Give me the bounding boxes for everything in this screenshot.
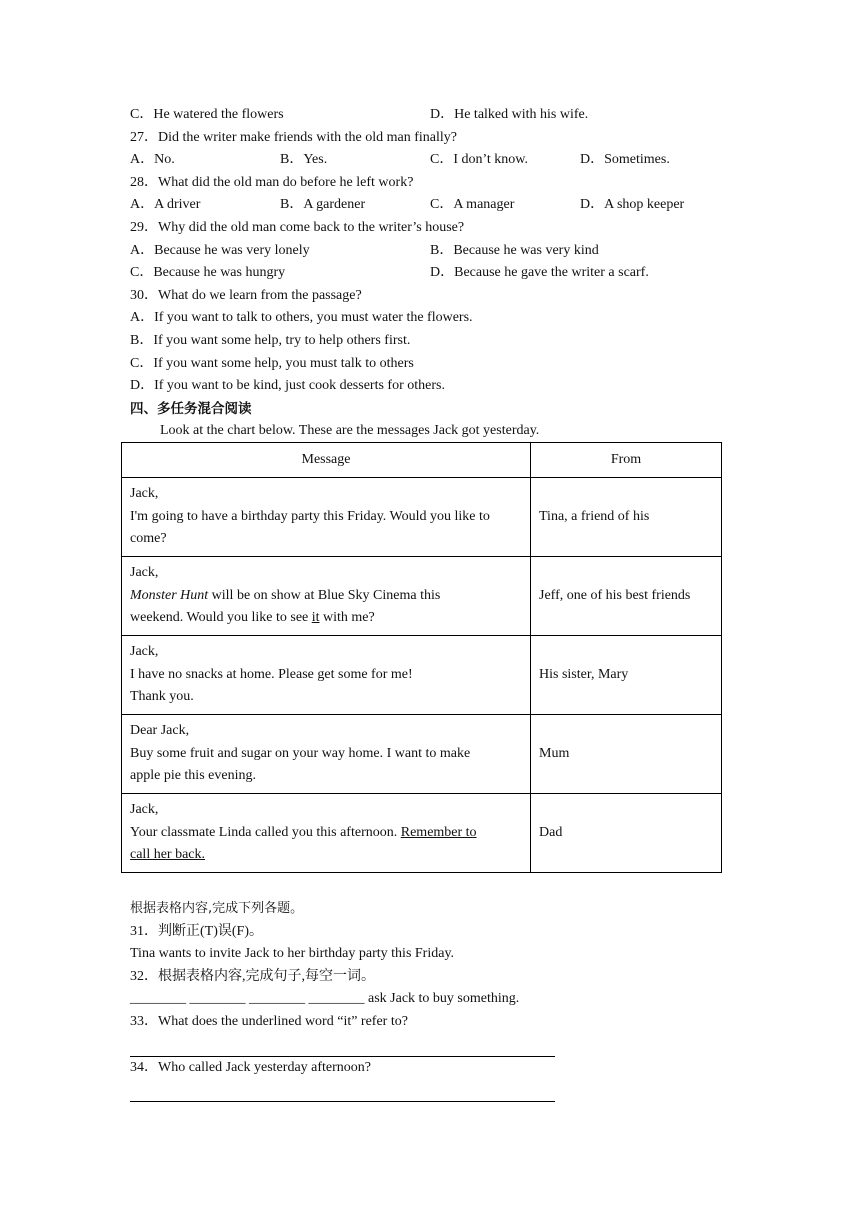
table-header-row (122, 443, 722, 478)
from-cell: Dad (531, 794, 722, 873)
section-intro: Look at the chart below. These are the messages Jack got yesterday. (160, 423, 540, 439)
q29-options-ab (130, 240, 730, 263)
q28-option-d: D．A shop keeper (580, 197, 685, 213)
from-cell: Tina, a friend of his (531, 478, 722, 557)
q28-option-b: B．A gardener (280, 197, 366, 213)
q33-answer-line[interactable] (130, 1034, 555, 1057)
q27-option-b: B．Yes. (280, 152, 328, 168)
message-line: come? (130, 531, 167, 547)
q28-stem: 28．What did the old man do before he left work? (130, 174, 414, 190)
message-text: will be on show at Blue Sky Cinema this (208, 587, 441, 603)
from-cell: Mum (531, 715, 722, 794)
message-text: Your classmate Linda called you this afternoon. (130, 824, 401, 840)
q29-stem: 29．Why did the old man come back to the writer’s house? (130, 219, 465, 235)
q26-options (130, 104, 730, 127)
q30-option-b: B．If you want some help, try to help others first. (130, 332, 411, 348)
questions-block (130, 104, 730, 443)
from-cell: His sister, Mary (531, 636, 722, 715)
tasks-block (130, 898, 730, 1102)
message-line: Buy some fruit and sugar on your way home. I want to make (130, 745, 471, 761)
message-cell (122, 636, 531, 715)
message-cell (122, 715, 531, 794)
q31-sentence: Tina wants to invite Jack to her birthday party this Friday. (130, 946, 455, 962)
message-cell (122, 794, 531, 873)
q27-option-a: A．No. (130, 152, 175, 168)
q32-sentence: ________ ________ ________ ________ ask Jack to buy something. (130, 991, 520, 1007)
q34-stem: 34．Who called Jack yesterday afternoon? (130, 1059, 372, 1075)
message-line: Jack, (130, 486, 159, 502)
messages-table (121, 442, 722, 873)
underlined-word: it (311, 610, 320, 626)
q30-option-a: A．If you want to talk to others, you must water the flowers. (130, 310, 473, 326)
q30-stem: 30．What do we learn from the passage? (130, 287, 362, 303)
q29-option-a: A．Because he was very lonely (130, 242, 310, 258)
table-row (122, 557, 722, 636)
message-line: Jack, (130, 565, 159, 581)
tasks-instruction: 根据表格内容,完成下列各题。 (130, 901, 304, 916)
q26-option-d: D．He talked with his wife. (430, 107, 589, 122)
table-row (122, 715, 722, 794)
q29-option-b: B．Because he was very kind (430, 242, 599, 258)
q28-options (130, 194, 730, 217)
q30-option-c: C．If you want some help, you must talk to others (130, 355, 414, 371)
q26-option-c: C．He watered the flowers (130, 107, 284, 122)
q33-stem: 33．What does the underlined word “it” refer to? (130, 1013, 408, 1029)
message-line: Jack, (130, 802, 159, 818)
message-line: apple pie this evening. (130, 768, 256, 784)
q31-stem: 31．判断正(T)误(F)。 (130, 923, 263, 939)
message-cell (122, 557, 531, 636)
message-line (130, 585, 522, 608)
q32-stem: 32．根据表格内容,完成句子,每空一词。 (130, 968, 375, 984)
table-row (122, 478, 722, 557)
q34-answer-line[interactable] (130, 1079, 555, 1102)
q27-option-d: D．Sometimes. (580, 152, 670, 168)
q30-option-d: D．If you want to be kind, just cook desserts for others. (130, 378, 445, 394)
message-line (130, 607, 522, 630)
underlined-phrase: call her back. (130, 847, 206, 863)
message-text: with me? (319, 610, 375, 626)
message-line: Dear Jack, (130, 723, 190, 739)
message-line: I'm going to have a birthday party this Friday. Would you like to (130, 508, 490, 524)
q27-stem: 27．Did the writer make friends with the old man finally? (130, 129, 457, 145)
header-from: From (531, 443, 722, 478)
message-text: weekend. Would you like to see (130, 610, 312, 626)
header-message: Message (122, 443, 531, 478)
q27-options (130, 149, 730, 172)
message-line (130, 822, 522, 845)
table-row (122, 794, 722, 873)
q29-option-d: D．Because he gave the writer a scarf. (430, 265, 649, 281)
message-line: Jack, (130, 644, 159, 660)
q29-option-c: C．Because he was hungry (130, 265, 286, 281)
movie-title: Monster Hunt (130, 587, 209, 603)
underlined-phrase: Remember to (400, 824, 477, 840)
q28-option-a: A．A driver (130, 197, 201, 213)
q27-option-c: C．I don’t know. (430, 152, 528, 168)
q29-options-cd (130, 262, 730, 285)
message-line (130, 844, 522, 867)
q28-option-c: C．A manager (430, 197, 515, 213)
table-row (122, 636, 722, 715)
message-cell (122, 478, 531, 557)
message-line: Thank you. (130, 689, 194, 705)
message-line: I have no snacks at home. Please get some for me! (130, 666, 413, 682)
from-cell: Jeff, one of his best friends (531, 557, 722, 636)
section-heading: 四、多任务混合阅读 (130, 400, 252, 417)
